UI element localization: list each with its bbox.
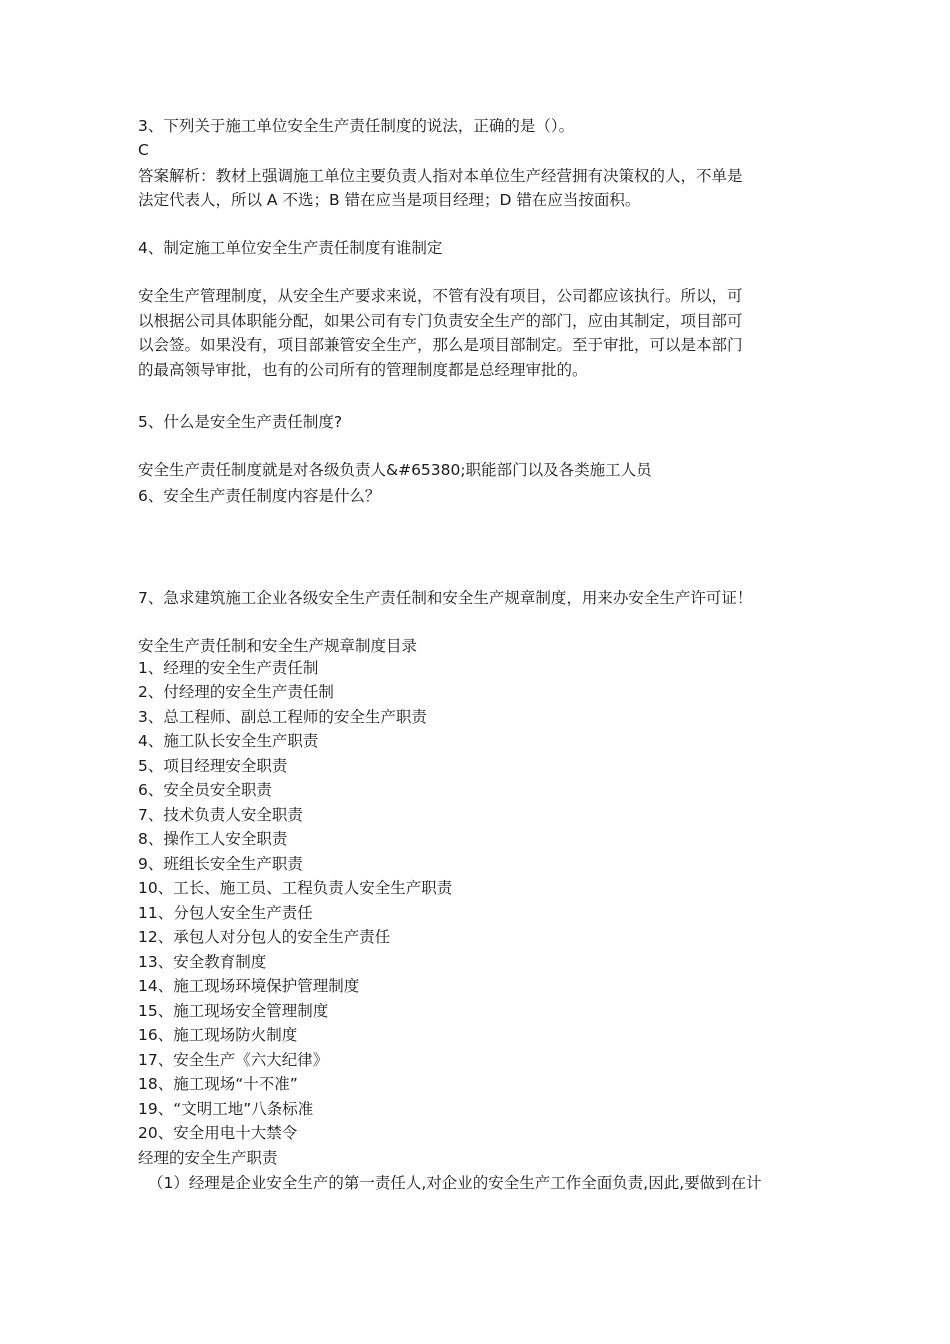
toc-item: 10、工长、施工员、工程负责人安全生产职责 bbox=[138, 879, 453, 897]
question-6: 6、安全生产责任制度内容是什么？ bbox=[138, 487, 381, 505]
toc-item: 20、安全用电十大禁令 bbox=[138, 1124, 298, 1142]
toc-item: 2、付经理的安全生产责任制 bbox=[138, 683, 334, 701]
section-title: 经理的安全生产职责 bbox=[138, 1149, 278, 1167]
answer-3: C bbox=[138, 141, 149, 159]
analysis-3-line-1: 答案解析：教材上强调施工单位主要负责人指对本单位生产经营拥有决策权的人，不单是 bbox=[138, 167, 743, 185]
toc-item: 15、施工现场安全管理制度 bbox=[138, 1002, 329, 1020]
toc-item: 5、项目经理安全职责 bbox=[138, 757, 288, 775]
analysis-3-line-2: 法定代表人，所以 A 不选；B 错在应当是项目经理；D 错在应当按面积。 bbox=[138, 191, 641, 209]
answer-4-line-2: 以根据公司具体职能分配，如果公司有专门负责安全生产的部门，应由其制定，项目部可 bbox=[138, 312, 743, 330]
question-4: 4、制定施工单位安全生产责任制度有谁制定 bbox=[138, 239, 443, 257]
question-5: 5、什么是安全生产责任制度? bbox=[138, 413, 343, 431]
answer-4-line-3: 以会签。如果没有，项目部兼管安全生产，那么是项目部制定。至于审批，可以是本部门 bbox=[138, 336, 743, 354]
toc-item: 14、施工现场环境保护管理制度 bbox=[138, 977, 360, 995]
answer-4-line-1: 安全生产管理制度，从安全生产要求来说，不管有没有项目，公司都应该执行。所以，可 bbox=[138, 287, 743, 305]
answer-5: 安全生产责任制度就是对各级负责人&#65380;职能部门以及各类施工人员 bbox=[138, 461, 652, 479]
toc-item: 9、班组长安全生产职责 bbox=[138, 855, 303, 873]
question-7: 7、急求建筑施工企业各级安全生产责任制和安全生产规章制度，用来办安全生产许可证！ bbox=[138, 589, 753, 607]
toc-item: 4、施工队长安全生产职责 bbox=[138, 732, 319, 750]
toc-item: 6、安全员安全职责 bbox=[138, 781, 272, 799]
toc-item: 19、“文明工地”八条标准 bbox=[138, 1100, 314, 1118]
answer-4-line-4: 的最高领导审批，也有的公司所有的管理制度都是总经理审批的。 bbox=[138, 361, 588, 379]
question-3: 3、下列关于施工单位安全生产责任制度的说法，正确的是（）。 bbox=[138, 117, 575, 135]
toc-item: 16、施工现场防火制度 bbox=[138, 1026, 298, 1044]
toc-item: 12、承包人对分包人的安全生产责任 bbox=[138, 928, 391, 946]
toc-item: 8、操作工人安全职责 bbox=[138, 830, 288, 848]
toc-title: 安全生产责任制和安全生产规章制度目录 bbox=[138, 637, 418, 655]
toc-item: 13、安全教育制度 bbox=[138, 953, 267, 971]
toc-item: 18、施工现场“十不准” bbox=[138, 1075, 298, 1093]
toc-item: 3、总工程师、副总工程师的安全生产职责 bbox=[138, 708, 427, 726]
toc-item: 11、分包人安全生产责任 bbox=[138, 904, 313, 922]
section-item-1: （1）经理是企业安全生产的第一责任人,对企业的安全生产工作全面负责,因此,要做到在计 bbox=[148, 1174, 762, 1192]
toc-item: 1、经理的安全生产责任制 bbox=[138, 659, 319, 677]
toc-item: 17、安全生产《六大纪律》 bbox=[138, 1051, 329, 1069]
toc-item: 7、技术负责人安全职责 bbox=[138, 806, 303, 824]
